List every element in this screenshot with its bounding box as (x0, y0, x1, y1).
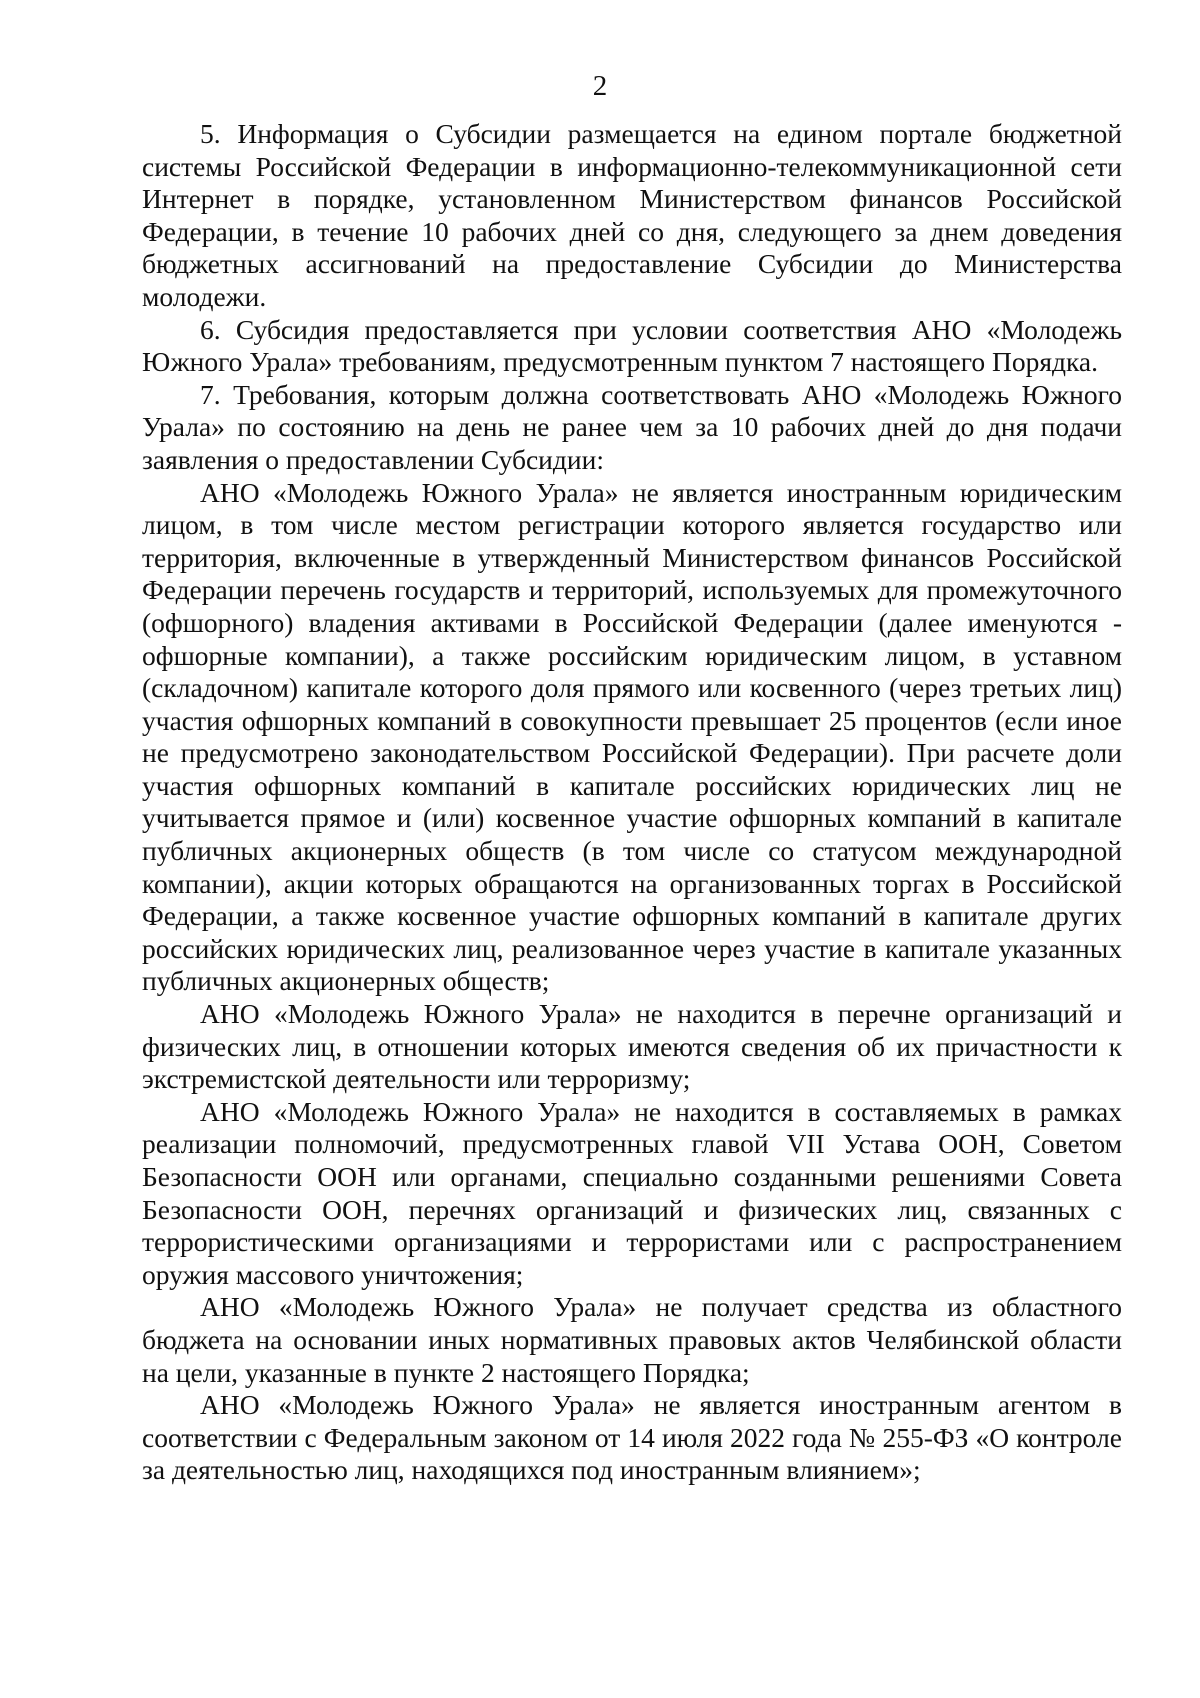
requirement-not-foreign-entity: АНО «Молодежь Южного Урала» не является иностранным юридическим лицом, в том числе местом регистрации которого является государство или территория, включенные в утвержденный Министерством финансов Российской Федерации перечень государств и территорий, используемых для промежуточного (офшорного) владения активами в Российской Федерации (далее именуются - офшорные компании), а также российским юридическим лицом, в уставном (складочном) капитале которого доля прямого или косвенного (через третьих лиц) участия офшорных компаний в совокупности превышает 25 процентов (если иное не предусмотрено законодательством Российской Федерации). При расчете доли участия офшорных компаний в капитале российских юридических лиц не учитывается прямое и (или) косвенное участие офшорных компаний в капитале публичных акционерных обществ (в том числе со статусом международной компании), акции которых обращаются на организованных торгах в Российской Федерации, а также косвенное участие офшорных компаний в капитале других российских юридических лиц, реализованное через участие в капитале указанных публичных акционерных обществ; (142, 476, 1122, 997)
requirement-not-un-sanctions-list: АНО «Молодежь Южного Урала» не находится в составляемых в рамках реализации полномочий, предусмотренных главой VII Устава ООН, Советом Безопасности ООН или органами, специально созданными решениями Совета Безопасности ООН, перечнях организаций и физических лиц, связанных с террористическими организациями и террористами или с распространением оружия массового уничтожения; (142, 1095, 1122, 1290)
requirement-not-foreign-agent: АНО «Молодежь Южного Урала» не является иностранным агентом в соответствии с Федеральным законом от 14 июля 2022 года № 255-ФЗ «О контроле за деятельностью лиц, находящихся под иностранным влиянием»; (142, 1389, 1122, 1486)
paragraph-7-requirements: 7. Требования, которым должна соответствовать АНО «Молодежь Южного Урала» по состоянию на день не ранее чем за 10 рабочих дней до дня подачи заявления о предоставлении Субсидии: (142, 378, 1122, 475)
requirement-not-extremist-list: АНО «Молодежь Южного Урала» не находится в перечне организаций и физических лиц, в отношении которых имеются сведения об их причастности к экстремистской деятельности или терроризму; (142, 998, 1122, 1095)
paragraph-5-info-publication: 5. Информация о Субсидии размещается на едином портале бюджетной системы Российской Федерации в информационно-телекоммуникационной сети Интернет в порядке, установленном Министерством финансов Российской Федерации, в течение 10 рабочих дней со дня, следующего за днем доведения бюджетных ассигнований на предоставление Субсидии до Министерства молодежи. (142, 118, 1122, 312)
page-number: 2 (592, 70, 608, 102)
document-body (142, 118, 1122, 1487)
paragraph-6-subsidy-condition: 6. Субсидия предоставляется при условии соответствия АНО «Молодежь Южного Урала» требованиям, предусмотренным пунктом 7 настоящего Порядка. (142, 313, 1122, 378)
requirement-no-other-budget-funds: АНО «Молодежь Южного Урала» не получает средства из областного бюджета на основании иных нормативных правовых актов Челябинской области на цели, указанные в пункте 2 настоящего Порядка; (142, 1291, 1122, 1388)
